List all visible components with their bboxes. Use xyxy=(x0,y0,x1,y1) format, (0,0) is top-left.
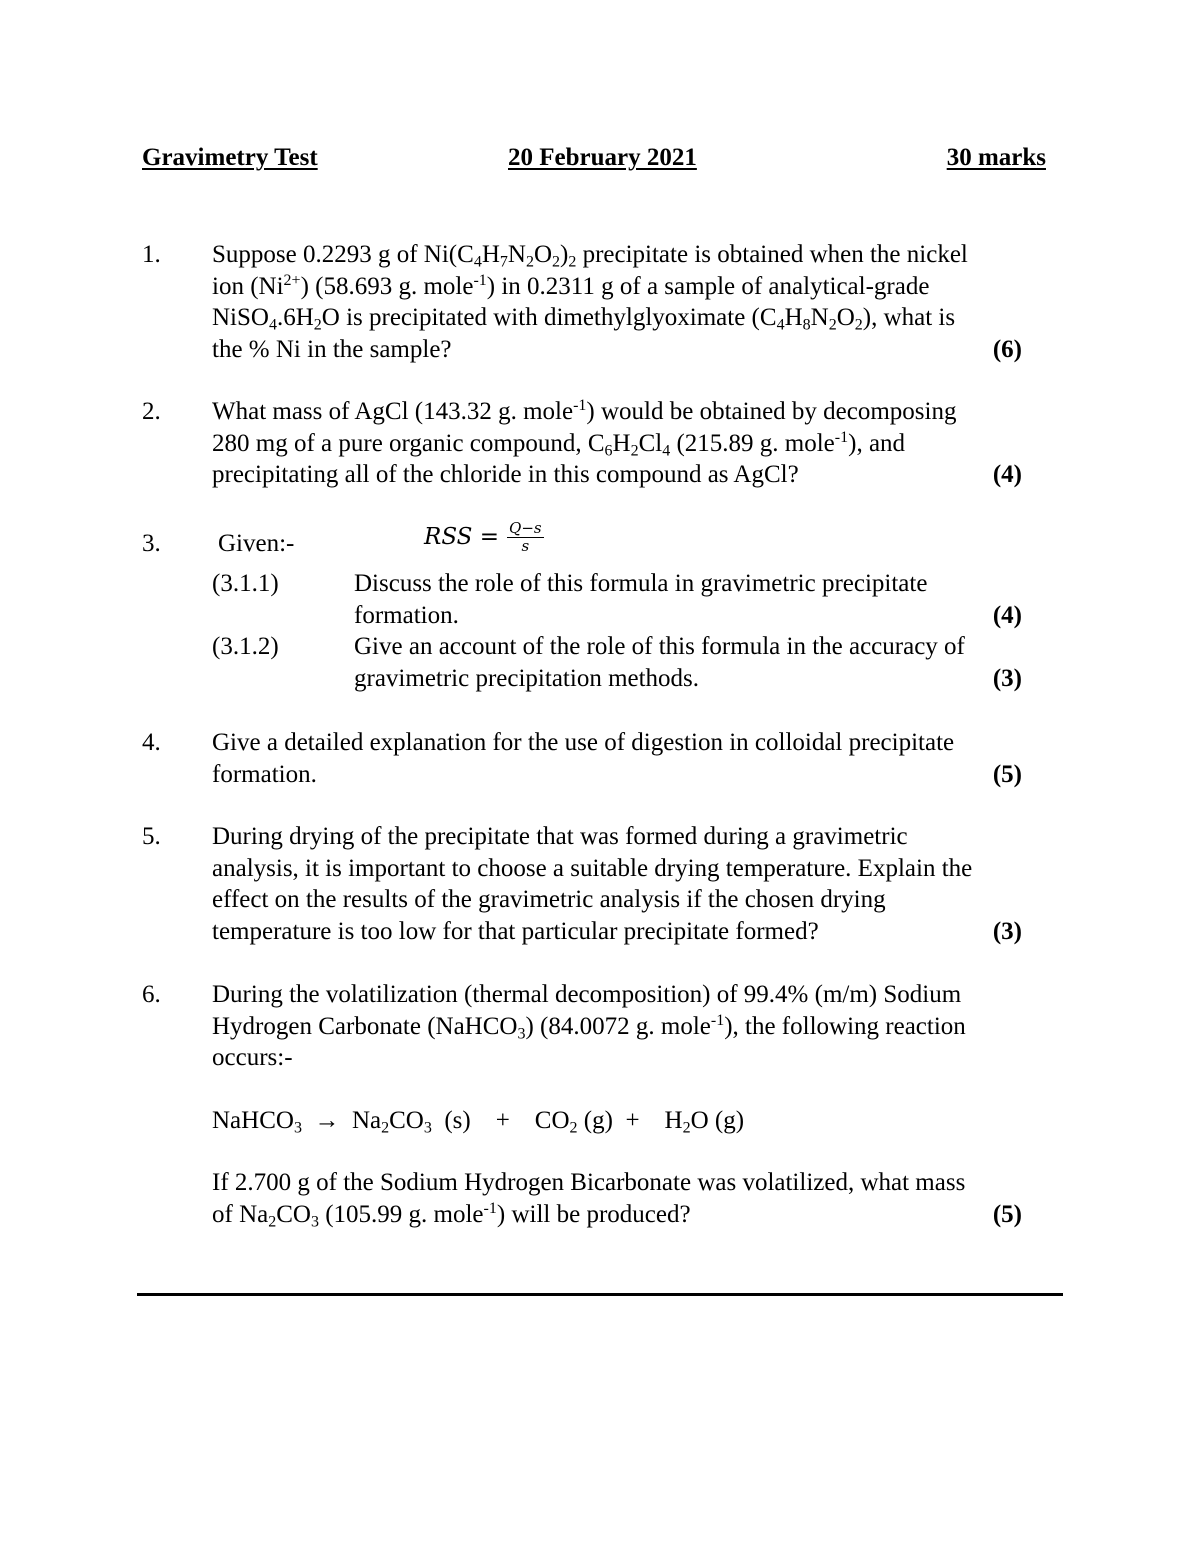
reaction-equation: NaHCO$_3$ → $Na_2CO_3$ (s) + $CO_2$ (g) + $H_2O$ (g) xyxy=(212,1106,745,1136)
question-mark-value: (5) xyxy=(992,1200,1022,1228)
text-line: occurs:- xyxy=(212,1044,293,1071)
test-date: 20 February 2021 xyxy=(508,144,697,171)
text-line: formation. (4) xyxy=(354,600,1052,632)
subquestion-text xyxy=(354,568,1052,631)
question-number: 3. xyxy=(142,530,161,557)
text-line: Give an account of the role of this formula in the accuracy of xyxy=(354,633,965,660)
question-number: 2. xyxy=(142,398,161,425)
question-mark-value: (3) xyxy=(992,917,1022,945)
formula-lhs: RSS = xyxy=(424,523,500,550)
text-line: 280 mg of a pure organic compound, $C_6H_2Cl_4$ (215.89 g. mole$^{-1}$), and xyxy=(212,428,906,459)
formula-denominator: s xyxy=(521,537,530,555)
question-text xyxy=(212,821,1052,947)
text-line: effect on the results of the gravimetric analysis if the chosen drying xyxy=(212,886,886,913)
question-mark-value: (5) xyxy=(992,760,1022,788)
test-header xyxy=(142,144,1046,178)
subquestion-text xyxy=(354,631,1052,694)
subquestion-number: (3.1.2) xyxy=(212,633,279,660)
question-text xyxy=(212,979,1052,1230)
text-line: analysis, it is important to choose a suitable drying temperature. Explain the xyxy=(212,854,973,882)
text-line: the % Ni in the sample? (6) xyxy=(212,334,1052,366)
text-line: temperature is too low for that particular precipitate formed? (3) xyxy=(212,916,1052,948)
rss-formula xyxy=(424,520,544,555)
question-mark-value: (3) xyxy=(992,664,1022,692)
text-line: ion $(Ni^{2+})$ (58.693 g. mole$^{-1}$) in 0.2311 g of a sample of analytical-grade xyxy=(212,271,930,300)
question-text xyxy=(212,727,1052,790)
subquestion-number: (3.1.1) xyxy=(212,570,279,597)
text-line: Give a detailed explanation for the use of digestion in colloidal precipitate xyxy=(212,729,955,756)
text-line: gravimetric precipitation methods. (3) xyxy=(354,663,1052,695)
text-line xyxy=(212,519,1052,560)
text-line: Hydrogen Carbonate (NaHCO$_3$) (84.0072 g. mole$^{-1}$), the following reaction xyxy=(212,1011,966,1042)
text-line: What mass of AgCl (143.32 g. mole$^{-1}$) would be obtained by decomposing xyxy=(212,397,957,425)
text-line: $NiSO_4.6H_2O$ is precipitated with dimethylglyoximate $(C_4H_8N_2O_2)$, what is xyxy=(212,304,956,334)
formula-fraction xyxy=(507,520,544,555)
text-line: Discuss the role of this formula in gravimetric precipitate xyxy=(354,570,928,597)
question-number: 6. xyxy=(142,981,161,1008)
question-number: 1. xyxy=(142,241,161,268)
test-title: Gravimetry Test xyxy=(142,144,318,171)
text-line: formation. (5) xyxy=(212,759,1052,791)
question-number: 4. xyxy=(142,729,161,756)
total-marks: 30 marks xyxy=(946,144,1046,171)
text-line: of $Na_2CO_3$ (105.99 g. mole$^{-1}$) will be produced? (5) xyxy=(212,1199,1022,1230)
text-line: If 2.700 g of the Sodium Hydrogen Bicarbonate was volatilized, what mass xyxy=(212,1169,966,1196)
text-line: During the volatilization (thermal decomposition) of 99.4% (m/m) Sodium xyxy=(212,981,962,1008)
question-number: 5. xyxy=(142,823,161,850)
question-text xyxy=(212,239,1052,365)
formula-numerator: Q−s xyxy=(509,519,542,537)
question-mark-value: (4) xyxy=(992,601,1022,629)
question-mark-value: (4) xyxy=(992,461,1022,488)
text-line: During drying of the precipitate that was formed during a gravimetric xyxy=(212,823,908,850)
given-label: Given:- xyxy=(218,530,295,557)
question-text xyxy=(212,396,1052,491)
text-line: precipitating all of the chloride in this compound as AgCl? (4) xyxy=(212,459,1052,491)
text-line: Suppose 0.2293 g of $Ni(C_4H_7N_2O_2)_2$ precipitate is obtained when the nickel xyxy=(212,241,968,271)
question-text xyxy=(212,519,1052,560)
end-rule xyxy=(137,1293,1063,1296)
question-mark-value: (6) xyxy=(992,335,1022,363)
